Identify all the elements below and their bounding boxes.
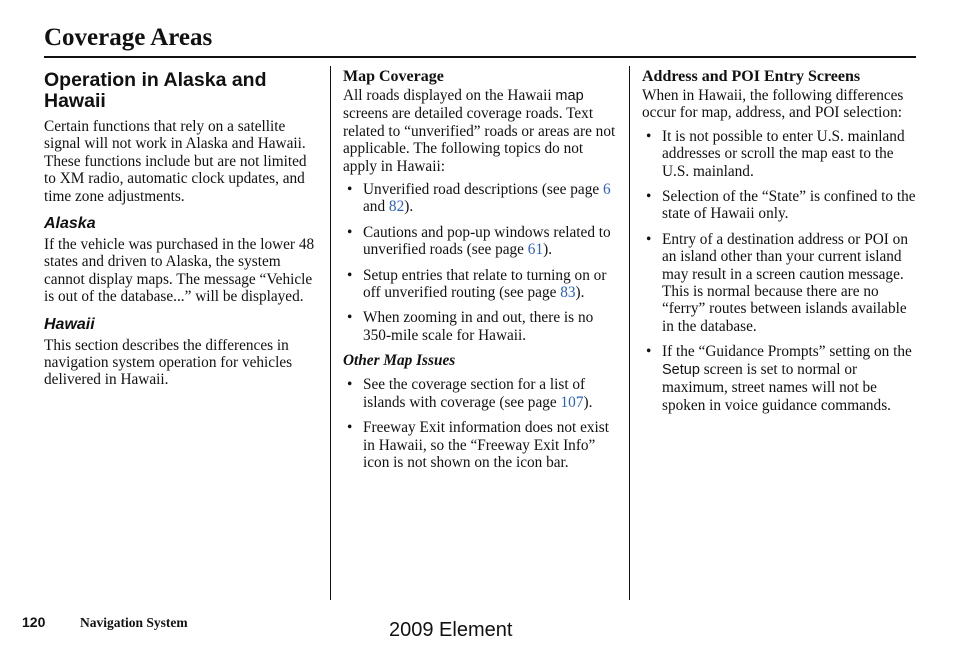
address-poi-heading: Address and POI Entry Screens [642,68,861,85]
item-text: See the coverage section for a list of islands with coverage (see page [363,376,586,411]
page-link-6[interactable]: 6 [603,181,611,199]
alaska-paragraph: If the vehicle was purchased in the lower 48 states and driven to Alaska, the system cannot display maps. The message “Vehicle is out of the database...” will be displayed. [44,236,315,306]
list-item [343,309,618,344]
bullet-icon: • [646,230,652,248]
page-number: 120 [22,614,46,630]
footer-label: Navigation System [80,615,188,630]
bullet-icon: • [347,181,353,199]
map-coverage-heading: Map Coverage [343,68,444,85]
other-issues-list [343,376,618,471]
bullet-icon: • [646,343,652,361]
watermark-text: 2009 Element [389,619,513,641]
page-link-107[interactable]: 107 [560,393,584,411]
item-text: If the “Guidance Prompts” setting on the [662,343,912,361]
hawaii-paragraph: This section describes the differences in navigation system operation for vehicles delivered in Hawaii. [44,336,293,389]
bullet-icon: • [646,188,652,206]
item-text: and [363,198,389,216]
bullet-icon: • [347,309,353,327]
page-link-83[interactable]: 83 [560,284,576,302]
item-text: Entry of a destination address or POI on an island other than your current island may result in a screen caution message. This is normal because there are no “ferry” routes between islands available in the database. [662,230,908,335]
intro-text-cont: screens are detailed coverage roads. Text related to “unverified” roads or areas are not applicable. The following topics do not apply in Hawaii: [343,105,616,175]
column-divider-2 [629,66,630,600]
column-address-poi [642,66,917,422]
bullet-icon: • [347,223,353,241]
alaska-heading: Alaska [44,215,96,233]
page-link-82[interactable]: 82 [388,198,405,216]
list-item [642,343,917,414]
item-text: Cautions and pop-up windows related to unverified roads (see page [363,223,611,259]
bullet-icon: • [646,127,652,145]
page-title: Coverage Areas [44,24,213,51]
map-term: map [555,88,584,104]
page-link-61[interactable]: 61 [527,241,544,259]
title-rule [44,56,916,58]
list-item [343,376,618,411]
item-text: ). [575,284,585,302]
column-divider-1 [330,66,331,600]
item-text: screen is set to normal or maximum, street names will not be spoken in voice guidance commands. [662,360,891,414]
other-map-issues-heading: Other Map Issues [343,352,456,370]
item-text: Selection of the “State” is confined to the state of Hawaii only. [662,188,916,223]
list-item [343,224,618,259]
list-item [642,128,917,180]
list-item [343,267,618,302]
item-text: ). [404,198,414,216]
section-heading: Operation in Alaska and Hawaii [44,69,267,112]
intro-paragraph: Certain functions that rely on a satellite signal will not work in Alaska and Hawaii. These functions include but are not limited to XM radio, automatic clock updates, and time zone adjustments. [44,118,307,205]
hawaii-heading: Hawaii [44,315,95,333]
item-text: Setup entries that relate to turning on or off unverified routing (see page [363,266,607,302]
address-poi-list [642,128,917,414]
address-poi-intro: When in Hawaii, the following differences occur for map, address, and POI selection: [642,87,904,122]
list-item [642,231,917,335]
item-text: It is not possible to enter U.S. mainland addresses or scroll the map east to the U.S. mainland. [662,127,905,180]
bullet-icon: • [347,376,353,394]
column-operation [44,66,319,395]
map-coverage-list [343,181,618,344]
item-text: Freeway Exit information does not exist in Hawaii, so the “Freeway Exit Info” icon is not shown on the icon bar. [363,419,609,471]
column-map-coverage [343,66,618,479]
item-text: ). [583,393,593,411]
list-item [343,181,618,216]
bullet-icon: • [347,266,353,284]
setup-term: Setup [662,361,700,378]
map-coverage-intro [343,87,618,175]
item-text: Unverified road descriptions (see page [363,181,603,199]
intro-text: All roads displayed on the Hawaii [343,87,556,104]
list-item [343,419,618,471]
bullet-icon: • [347,419,353,437]
item-text: ). [543,241,553,259]
list-item [642,188,917,223]
item-text: When zooming in and out, there is no 350-mile scale for Hawaii. [363,309,594,344]
